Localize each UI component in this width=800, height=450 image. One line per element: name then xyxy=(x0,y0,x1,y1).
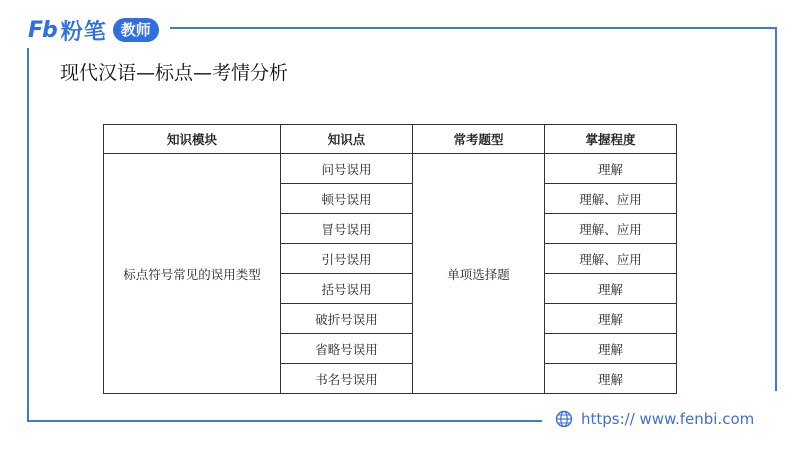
website-link[interactable]: https:// www.fenbi.com xyxy=(581,410,755,428)
table-header-row xyxy=(104,125,677,154)
point-cell: 括号误用 xyxy=(281,274,413,304)
level-cell: 理解 xyxy=(545,154,677,184)
level-cell: 理解 xyxy=(545,274,677,304)
knowledge-table xyxy=(103,124,677,394)
header-mastery: 掌握程度 xyxy=(545,125,677,154)
logo-mark: Fb xyxy=(28,17,57,43)
level-cell: 理解、应用 xyxy=(545,244,677,274)
globe-icon xyxy=(555,410,573,428)
level-cell: 理解、应用 xyxy=(545,184,677,214)
brand-logo xyxy=(28,16,159,44)
frame-right-line xyxy=(775,27,777,391)
module-cell: 标点符号常见的误用类型 xyxy=(104,154,281,394)
point-cell: 引号误用 xyxy=(281,244,413,274)
level-cell: 理解 xyxy=(545,304,677,334)
point-cell: 省略号误用 xyxy=(281,334,413,364)
frame-bottom-line xyxy=(27,420,542,422)
question-type-cell: 单项选择题 xyxy=(413,154,545,394)
brand-name: 粉笔 xyxy=(60,19,107,45)
point-cell: 顿号误用 xyxy=(281,184,413,214)
table-row xyxy=(104,154,677,184)
level-cell: 理解 xyxy=(545,334,677,364)
level-cell: 理解、应用 xyxy=(545,214,677,244)
point-cell: 问号误用 xyxy=(281,154,413,184)
point-cell: 书名号误用 xyxy=(281,364,413,394)
header-question-type: 常考题型 xyxy=(413,125,545,154)
point-cell: 冒号误用 xyxy=(281,214,413,244)
level-cell: 理解 xyxy=(545,364,677,394)
footer xyxy=(555,410,754,428)
frame-top-line xyxy=(170,27,777,29)
header-module: 知识模块 xyxy=(104,125,281,154)
header-point: 知识点 xyxy=(281,125,413,154)
brand-badge: 教师 xyxy=(113,18,159,42)
page-title: 现代汉语—标点—考情分析 xyxy=(60,62,289,84)
frame-left-line xyxy=(27,48,29,420)
point-cell: 破折号误用 xyxy=(281,304,413,334)
